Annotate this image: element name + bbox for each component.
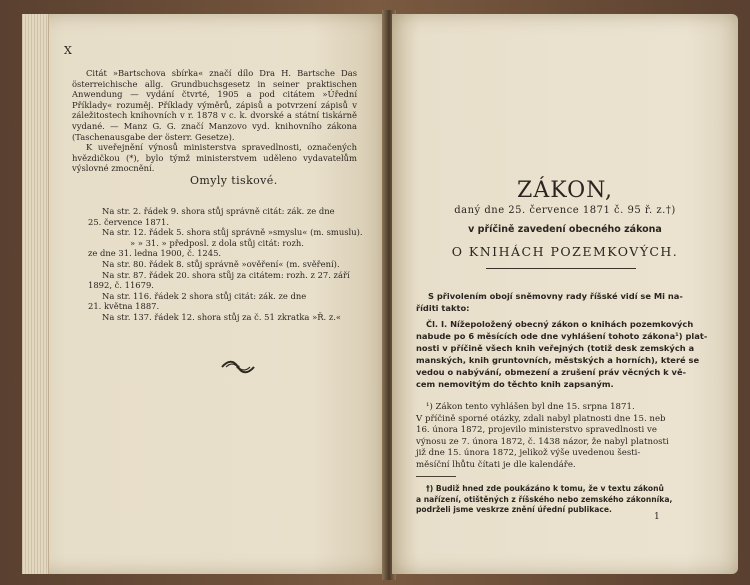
ornament-icon	[220, 358, 256, 376]
preamble	[416, 290, 683, 314]
note-line: ¹) Zákon tento vyhlášen byl dne 15. srpna 1871.	[426, 402, 635, 412]
citation-notes	[72, 68, 357, 174]
law-date: daný dne 25. července 1871 č. 95 ř. z.†)	[454, 205, 676, 216]
errata-line: Na str. 116. řádek 2 shora stůj citát: zák. ze dne	[102, 290, 307, 301]
article-line: nosti v příčině všech knih veřejných (totiž desk zemských a	[416, 343, 695, 353]
article-line: vedou o nabývání, obmezení a zrušení práv věcných k vě-	[416, 367, 687, 377]
errata-line: 21. května 1887.	[88, 301, 160, 312]
errata-line: 25. července 1871.	[88, 216, 169, 227]
footnote-separator	[416, 476, 456, 477]
footnote-line: podrželi jsme veskrze znění úřední publikace.	[416, 505, 612, 515]
errata-title: Omyly tiskové.	[190, 174, 278, 187]
left-page-number: X	[64, 44, 72, 57]
errata-line: 1892, č. 11679.	[88, 280, 154, 291]
errata-line: Na str. 137. řádek 12. shora stůj za č. 51 zkratka »Ř. z.«	[102, 311, 342, 322]
footnote-line: †) Budiž hned zde poukázáno k tomu, že v textu zákonů	[426, 484, 664, 493]
note-paragraph	[416, 402, 678, 472]
note-line: měsíční lhůtu čítati je dle kalendáře.	[416, 459, 576, 470]
errata-line: Na str. 87. řádek 20. shora stůj za citátem: rozh. z 27. září	[102, 269, 350, 280]
footnote-line: a nařízení, otištěných z říšského nebo zemského zákonníka,	[416, 494, 673, 504]
article-line: cem nemovitým do těchto knih zapsaným.	[416, 379, 614, 389]
preamble-line: S přivolením obojí sněmovny rady říšské vidí se Mi na-	[428, 291, 683, 301]
article-line: nabude po 6 měsících ode dne vyhlášení tohoto zákona¹) plat-	[416, 331, 708, 341]
citation-paragraph: Citát »Bartschova sbírka« značí dílo Dra H. Bartsche Das österreichische allg. Grundbuchsgesetz in seiner praktischen Anwendung — vydání čtvrté, 1905 a pod citátem »Úřední Příklady« rozuměj. Příklady výměrů, zápisů a potvrzení zápisů v záležitostech knihovních v r. 1878 v c. k. dvorské a státní tiskárně vydané. — Manz G. G. značí Manzovo vyd. knihovního zákona (Taschenausgabe der österr. Gesetze).	[72, 68, 357, 142]
law-subtitle: v příčině zavedení obecného zákona	[468, 224, 662, 235]
errata-line: Na str. 2. řádek 9. shora stůj správně citát: zák. ze dne	[102, 206, 335, 216]
left-page-edge	[22, 14, 49, 574]
article-line: manských, knih gruntovních, městských a horních), které se	[416, 355, 700, 365]
article-1	[416, 318, 708, 390]
errata-line: ze dne 31. ledna 1900, č. 1245.	[88, 248, 222, 259]
article-line: Čl. I. Nížepoložený obecný zákon o knihách pozemkových	[426, 319, 694, 329]
note-line: již dne 15. února 1872, jelikož výše uvedenou šesti-	[416, 448, 641, 459]
errata-line: Na str. 12. řádek 5. shora stůj správně »smyslu« (m. smuslu).	[102, 227, 363, 238]
preamble-line: říditi takto:	[416, 303, 470, 313]
errata-line: » » 31. » předposl. z dola stůj citát: rozh.	[130, 237, 304, 248]
right-page-number: 1	[654, 512, 660, 522]
errata-line: Na str. 80. řádek 8. stůj správně »ověření« (m. svěření).	[102, 258, 340, 269]
law-name: O KNIHÁCH POZEMKOVÝCH.	[451, 244, 679, 259]
citation-paragraph: K uveřejnění výnosů ministerstva spravedlnosti, označených hvězdičkou (*), bylo týmž ministerstvem uděleno vydavatelům výslovné zmocnění.	[72, 142, 357, 174]
law-title: ZÁKON,	[517, 178, 613, 203]
note-line: 16. února 1872, projevilo ministerstvo spravedlnosti ve	[416, 425, 657, 436]
footnote	[416, 484, 678, 516]
title-rule	[486, 268, 636, 269]
note-line: výnosu ze 7. února 1872, č. 1438 názor, že nabyl platnosti	[416, 436, 669, 447]
errata-list	[88, 206, 363, 323]
note-line: V příčině sporné otázky, zdali nabyl platnosti dne 15. neb	[416, 413, 666, 424]
